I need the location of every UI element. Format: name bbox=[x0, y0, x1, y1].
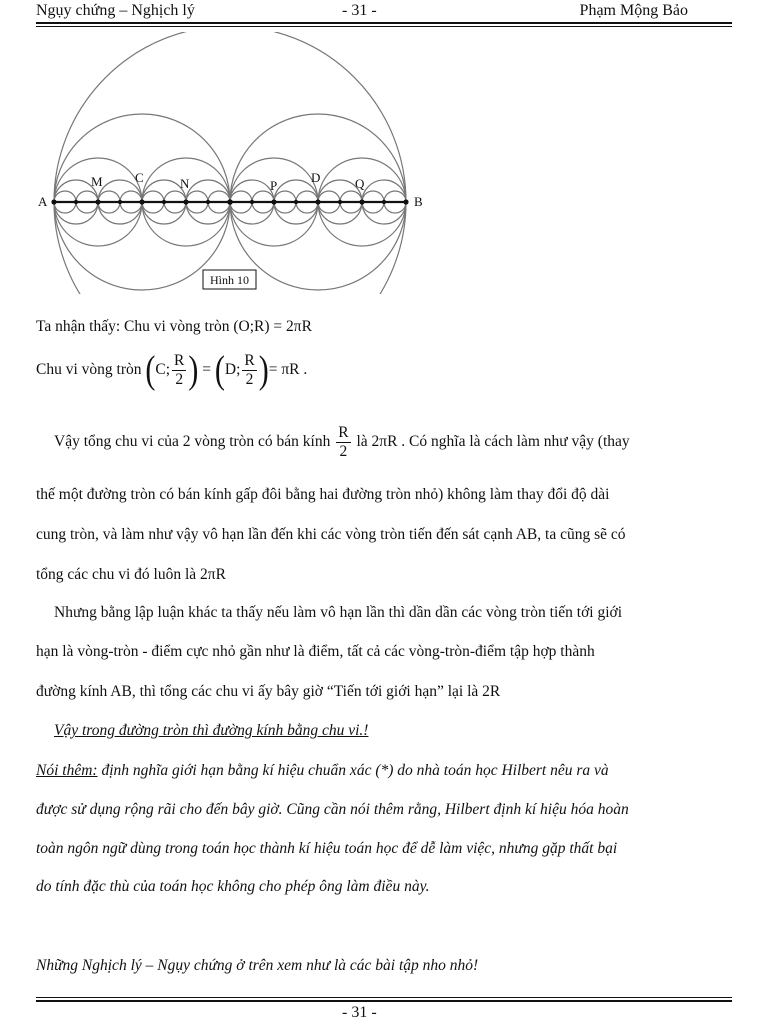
header-rule-thin bbox=[36, 26, 732, 27]
para2-line3: đường kính AB, thì tổng các chu vi ấy bây giờ “Tiến tới giới hạn” lại là 2R bbox=[36, 683, 501, 700]
page-header bbox=[36, 0, 732, 22]
header-rule-thick bbox=[36, 22, 732, 24]
figure-caption: Hình 10 bbox=[210, 273, 249, 287]
note-label: Nói thêm: bbox=[36, 762, 98, 779]
circles-diagram bbox=[30, 28, 430, 298]
note-line4: do tính đặc thù của toán học không cho phép ông làm điều này. bbox=[36, 878, 430, 895]
label-a: A bbox=[38, 194, 48, 209]
para1-line3: cung tròn, và làm như vậy vô hạn lần đến khi các vòng tròn tiến đến sát cạnh AB, ta cũng sẽ có bbox=[36, 526, 626, 543]
circle-big bbox=[54, 28, 406, 298]
header-page-number: - 31 - bbox=[342, 2, 377, 19]
label-d: D bbox=[311, 170, 321, 185]
closing-line: Những Nghịch lý – Ngụy chứng ở trên xem như là các bài tập nho nhỏ! bbox=[36, 957, 479, 974]
header-title: Ngụy chứng – Nghịch lý bbox=[36, 2, 195, 19]
footer-rule-thin bbox=[36, 997, 732, 998]
label-n: N bbox=[180, 176, 190, 191]
note-line1: Nói thêm: định nghĩa giới hạn bằng kí hiệu chuẩn xác (*) do nhà toán học Hilbert nêu ra và bbox=[36, 762, 609, 779]
text-line-perimeter-small: Chu vi vòng tròn (C; $\frac{R}{2}$ ) = (D; $\frac{R}{2}$ )= πR . bbox=[36, 348, 308, 392]
label-q: Q bbox=[355, 176, 365, 191]
label-c: C bbox=[135, 170, 144, 185]
label-b: B bbox=[414, 194, 423, 209]
label-m: M bbox=[91, 174, 103, 189]
conclusion-line: Vậy trong đường tròn thì đường kính bằng chu vi.! bbox=[54, 722, 369, 739]
header-author: Phạm Mộng Bảo bbox=[579, 2, 688, 19]
footer-rule-thick bbox=[36, 1000, 732, 1002]
footer-page-number: - 31 - bbox=[342, 1004, 377, 1021]
para1-line2: thế một đường tròn có bán kính gấp đôi bằng hai đường tròn nhỏ) không làm thay đổi độ dài bbox=[36, 486, 610, 503]
para1-line4: tổng các chu vi đó luôn là 2πR bbox=[36, 566, 226, 583]
label-p: P bbox=[270, 178, 278, 193]
note-line3: toàn ngôn ngữ dùng trong toán học thành kí hiệu toán học để dễ làm việc, nhưng gặp thất bại bbox=[36, 840, 618, 857]
para2-line2: hạn là vòng-tròn - điểm cực nhỏ gần như là điểm, tất cả các vòng-tròn-điểm tập hợp thành bbox=[36, 643, 595, 660]
para2-line1: Nhưng bằng lập luận khác ta thấy nếu làm vô hạn lần thì dần dần các vòng tròn tiến tới giới bbox=[54, 604, 623, 621]
note-line2: được sử dụng rộng rãi cho đến bây giờ. Cũng cần nói thêm rằng, Hilbert định kí hiệu hóa hoàn bbox=[36, 801, 629, 818]
figure-circles bbox=[30, 28, 430, 298]
text-line-perimeter-big: Ta nhận thấy: Chu vi vòng tròn (O;R) = 2πR bbox=[36, 318, 312, 335]
para1-line1: Vậy tổng chu vi của 2 vòng tròn có bán kính $\frac{R}{2}$ là 2πR . Có nghĩa là cách làm như vậy (thay bbox=[54, 424, 630, 460]
